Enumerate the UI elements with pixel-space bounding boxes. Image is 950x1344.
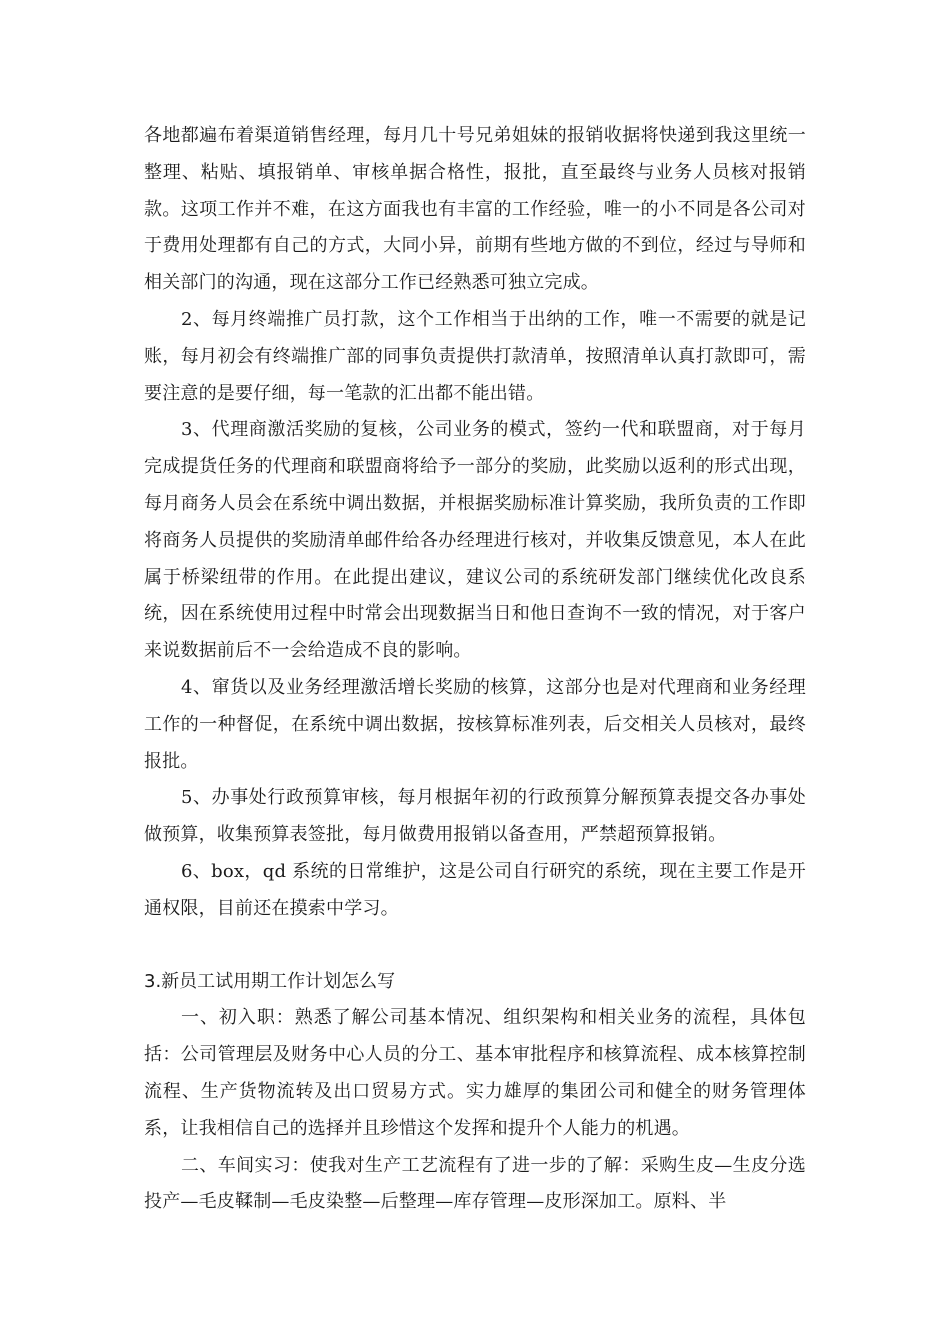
paragraph-item-5: 5、办事处行政预算审核，每月根据年初的行政预算分解预算表提交各办事处做预算，收集预算表签批，每月做费用报销以备查用，严禁超预算报销。 bbox=[144, 787, 806, 846]
paragraph-item-2: 2、每月终端推广员打款，这个工作相当于出纳的工作，唯一不需要的就是记账，每月初会有终端推广部的同事负责提供打款清单，按照清单认真打款即可，需要注意的是要仔细，每一笔款的汇出都不能出错。 bbox=[144, 308, 806, 404]
paragraph-item-6: 6、box，qd 系统的日常维护，这是公司自行研究的系统，现在主要工作是开通权限，目前还在摸索中学习。 bbox=[144, 860, 806, 919]
document-body bbox=[144, 118, 806, 1221]
section-heading: 3.新员工试用期工作计划怎么写 bbox=[144, 970, 396, 992]
paragraph-reimbursement: 各地都遍布着渠道销售经理，每月几十号兄弟姐妹的报销收据将快递到我这里统一整理、粘贴、填报销单、审核单据合格性，报批，直至最终与业务人员核对报销款。这项工作并不难，在这方面我也有丰富的工作经验，唯一的小不同是各公司对于费用处理都有自己的方式，大同小异，前期有些地方做的不到位，经过与导师和相关部门的沟通，现在这部分工作已经熟悉可独立完成。 bbox=[144, 125, 806, 294]
paragraph-onboarding: 一、初入职：熟悉了解公司基本情况、组织架构和相关业务的流程，具体包括：公司管理层及财务中心人员的分工、基本审批程序和核算流程、成本核算控制流程、生产货物流转及出口贸易方式。实力雄厚的集团公司和健全的财务管理体系，让我相信自己的选择并且珍惜这个发挥和提升个人能力的机遇。 bbox=[144, 1007, 806, 1139]
paragraph-item-3: 3、代理商激活奖励的复核，公司业务的模式，签约一代和联盟商，对于每月完成提货任务的代理商和联盟商将给予一部分的奖励，此奖励以返利的形式出现，每月商务人员会在系统中调出数据，并根据奖励标准计算奖励，我所负责的工作即将商务人员提供的奖励清单邮件给各办经理进行核对，并收集反馈意见，本人在此属于桥梁纽带的作用。在此提出建议，建议公司的系统研发部门继续优化改良系统，因在系统使用过程中时常会出现数据当日和他日查询不一致的情况，对于客户来说数据前后不一会给造成不良的影响。 bbox=[144, 419, 806, 662]
paragraph-workshop: 二、车间实习：使我对生产工艺流程有了进一步的了解：采购生皮—生皮分选投产—毛皮鞣制—毛皮染整—后整理—库存管理—皮形深加工。原料、半 bbox=[144, 1154, 806, 1213]
paragraph-item-4: 4、窜货以及业务经理激活增长奖励的核算，这部分也是对代理商和业务经理工作的一种督促，在系统中调出数据，按核算标准列表，后交相关人员核对，最终报批。 bbox=[144, 676, 806, 772]
